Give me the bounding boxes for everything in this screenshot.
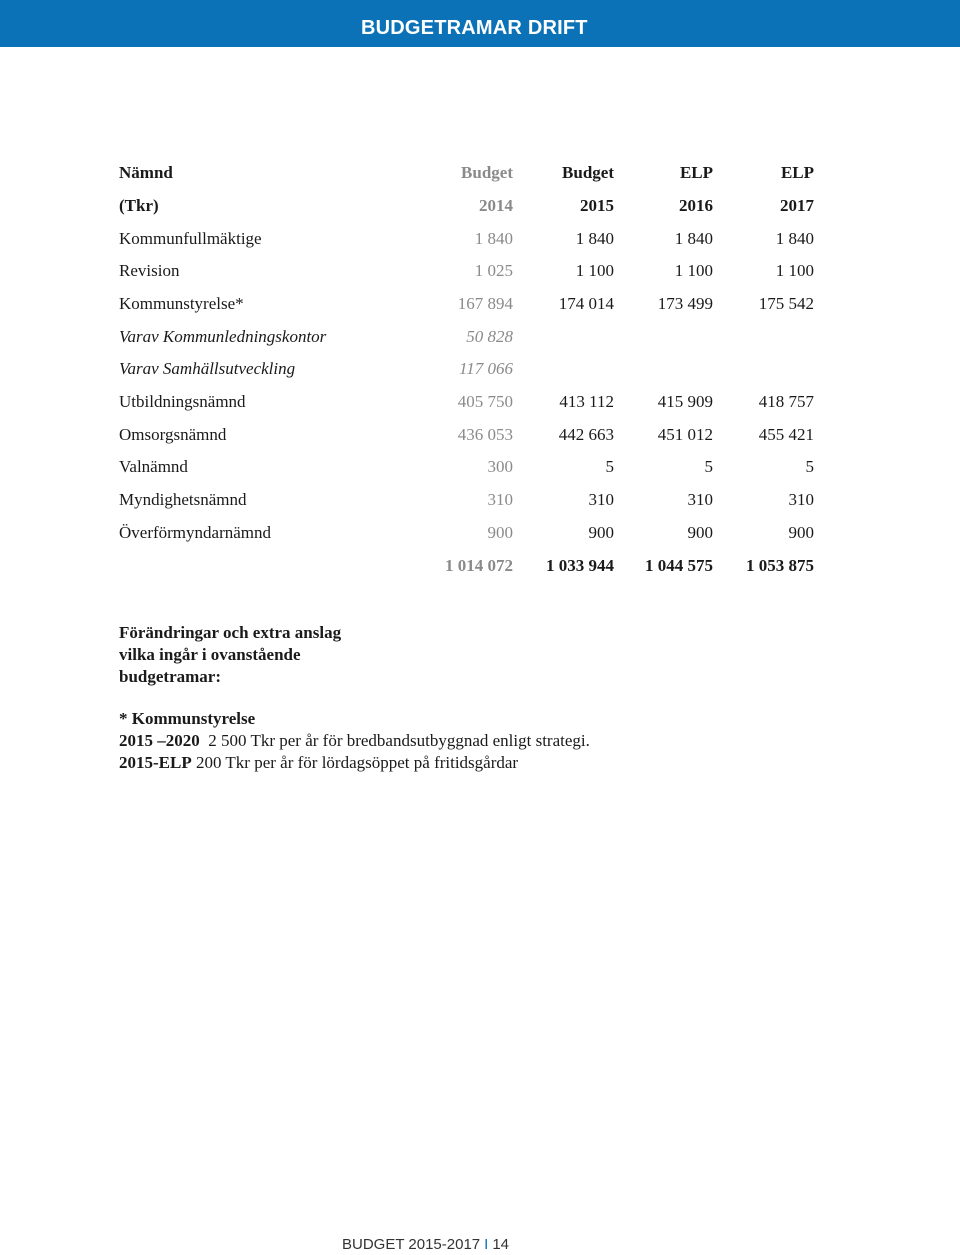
row-elp-2017: 900 <box>788 523 814 542</box>
header-budget-2015: Budget <box>562 163 614 182</box>
row-elp-2016: 415 909 <box>657 392 713 411</box>
row-name: Valnämnd <box>119 457 188 476</box>
row-budget-2015: 174 014 <box>558 294 614 313</box>
header-budget-2014: Budget <box>461 163 513 182</box>
row-name: Kommunstyrelse* <box>119 294 244 313</box>
row-budget-2014: 900 <box>487 523 513 542</box>
table-row <box>0 425 960 449</box>
row-budget-2014: 1 025 <box>474 261 513 280</box>
row-elp-2017: 5 <box>805 457 814 476</box>
table-header-row <box>0 196 960 220</box>
row-name: Revision <box>119 261 180 280</box>
row-elp-2016: 5 <box>704 457 713 476</box>
row-name: Kommunfullmäktige <box>119 229 262 248</box>
row-elp-2017: 1 840 <box>775 229 814 248</box>
notes-section <box>119 622 739 774</box>
table-row <box>0 359 960 383</box>
header-year-2014: 2014 <box>479 196 513 215</box>
table-row <box>0 294 960 318</box>
row-budget-2015: 900 <box>588 523 614 542</box>
header-year-2017: 2017 <box>780 196 814 215</box>
page-banner <box>0 0 960 47</box>
header-name: Nämnd <box>119 163 173 182</box>
row-name: Omsorgsnämnd <box>119 425 227 444</box>
row-budget-2015: 5 <box>605 457 614 476</box>
banner-title: BUDGETRAMAR DRIFT <box>361 17 588 39</box>
header-year-2015: 2015 <box>580 196 614 215</box>
notes-section-title: * Kommunstyrelse <box>119 709 256 728</box>
row-elp-2016: 310 <box>687 490 713 509</box>
total-elp-2017: 1 053 875 <box>746 556 814 575</box>
header-unit: (Tkr) <box>119 196 159 215</box>
total-budget-2014: 1 014 072 <box>445 556 513 575</box>
table-row <box>0 261 960 285</box>
footer-separator: I <box>484 1236 489 1253</box>
row-budget-2015: 1 100 <box>575 261 614 280</box>
row-budget-2014: 50 828 <box>466 327 513 346</box>
row-budget-2014: 300 <box>487 457 513 476</box>
total-budget-2015: 1 033 944 <box>546 556 614 575</box>
row-elp-2017: 455 421 <box>758 425 814 444</box>
page-number: 14 <box>492 1236 509 1253</box>
notes-heading: budgetramar: <box>119 667 221 686</box>
row-elp-2016: 900 <box>687 523 713 542</box>
table-row <box>0 327 960 351</box>
table-row <box>0 457 960 481</box>
table-total-row <box>0 556 960 580</box>
table-row <box>0 523 960 547</box>
table-header-row <box>0 163 960 187</box>
row-elp-2017: 175 542 <box>758 294 814 313</box>
row-budget-2014: 405 750 <box>457 392 513 411</box>
row-elp-2016: 1 840 <box>674 229 713 248</box>
total-elp-2016: 1 044 575 <box>645 556 713 575</box>
row-elp-2017: 310 <box>788 490 814 509</box>
row-elp-2016: 451 012 <box>657 425 713 444</box>
row-budget-2015: 413 112 <box>559 392 614 411</box>
row-name: Varav Samhällsutveckling <box>119 359 296 378</box>
row-elp-2017: 418 757 <box>758 392 814 411</box>
table-row <box>0 392 960 416</box>
row-name: Utbildningsnämnd <box>119 392 246 411</box>
row-budget-2014: 310 <box>487 490 513 509</box>
row-budget-2015: 310 <box>588 490 614 509</box>
row-name: Myndighetsnämnd <box>119 490 247 509</box>
row-budget-2014: 1 840 <box>474 229 513 248</box>
row-name: Varav Kommunledningskontor <box>119 327 327 346</box>
row-budget-2014: 117 066 <box>459 359 513 378</box>
row-name: Överförmyndarnämnd <box>119 523 272 542</box>
notes-line-text: 200 Tkr per år för lördagsöppet på fritidsgårdar <box>191 753 519 772</box>
row-elp-2017: 1 100 <box>775 261 814 280</box>
row-elp-2016: 173 499 <box>657 294 713 313</box>
row-budget-2014: 167 894 <box>457 294 513 313</box>
table-row <box>0 490 960 514</box>
notes-line <box>119 752 739 774</box>
row-elp-2016: 1 100 <box>674 261 713 280</box>
page-footer <box>342 1236 509 1253</box>
row-budget-2015: 442 663 <box>558 425 614 444</box>
notes-heading: vilka ingår i ovanstående <box>119 645 301 664</box>
footer-label: BUDGET 2015-2017 <box>342 1236 481 1253</box>
notes-heading: Förändringar och extra anslag <box>119 623 342 642</box>
row-budget-2015: 1 840 <box>575 229 614 248</box>
row-budget-2014: 436 053 <box>457 425 513 444</box>
header-elp-2016: ELP <box>679 163 713 182</box>
table-row <box>0 229 960 253</box>
header-year-2016: 2016 <box>679 196 713 215</box>
notes-line <box>119 730 739 752</box>
header-elp-2017: ELP <box>780 163 814 182</box>
notes-line-period: 2015 –2020 <box>119 731 200 750</box>
notes-line-period: 2015-ELP <box>119 753 192 772</box>
notes-line-text: 2 500 Tkr per år för bredbandsutbyggnad enligt strategi. <box>199 731 590 750</box>
